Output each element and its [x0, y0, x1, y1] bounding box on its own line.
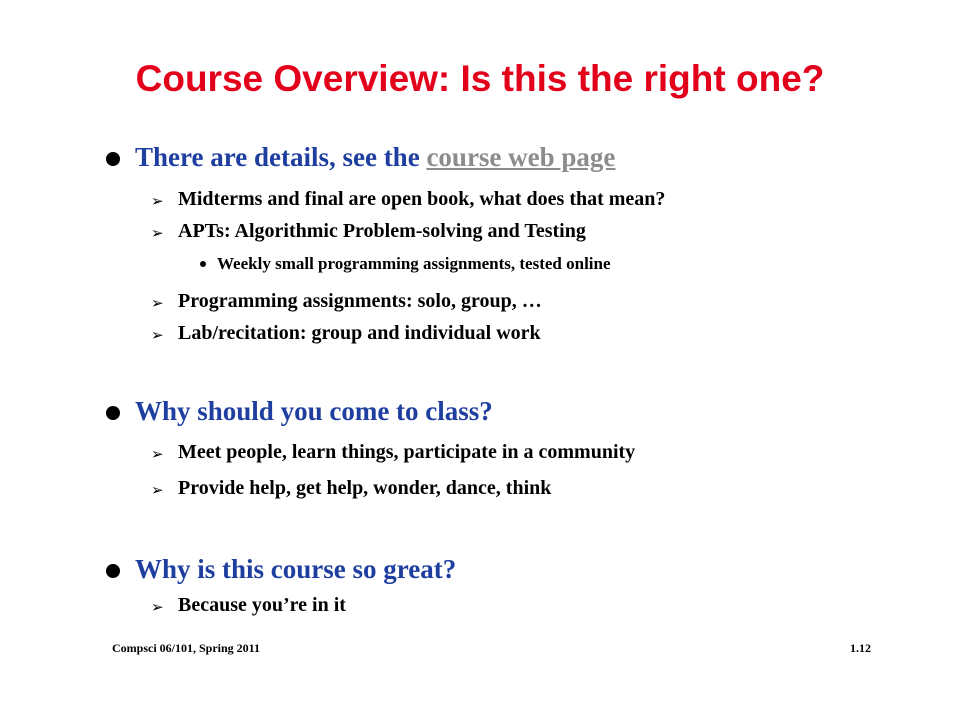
arrow-bullet-icon: ➢ [151, 192, 164, 210]
small-bullet-icon [200, 261, 206, 267]
list-item: Provide help, get help, wonder, dance, think [178, 477, 552, 499]
arrow-bullet-icon: ➢ [151, 224, 164, 242]
round-bullet-icon [106, 406, 120, 420]
section-heading-why-come: Why should you come to class? [135, 396, 493, 426]
section-heading-details [135, 142, 615, 173]
arrow-bullet-icon: ➢ [151, 598, 164, 616]
section-heading-text: There are details, see the [135, 142, 427, 172]
round-bullet-icon [106, 152, 120, 166]
list-item: Meet people, learn things, participate in a community [178, 441, 636, 463]
arrow-bullet-icon: ➢ [151, 445, 164, 463]
course-web-page-link[interactable]: course web page [426, 142, 616, 172]
section-heading-why-great: Why is this course so great? [135, 554, 457, 584]
list-item: Because you’re in it [178, 594, 346, 616]
arrow-bullet-icon: ➢ [151, 294, 164, 312]
list-item: Lab/recitation: group and individual work [178, 322, 541, 344]
arrow-bullet-icon: ➢ [151, 481, 164, 499]
list-item: Midterms and final are open book, what does that mean? [178, 188, 666, 210]
list-item: Weekly small programming assignments, tested online [217, 254, 611, 273]
round-bullet-icon [106, 564, 120, 578]
list-item: Programming assignments: solo, group, … [178, 290, 542, 312]
list-item: APTs: Algorithmic Problem-solving and Testing [178, 220, 586, 242]
footer-slide-number: 1.12 [850, 641, 871, 655]
footer-course: Compsci 06/101, Spring 2011 [112, 641, 261, 655]
slide-title: Course Overview: Is this the right one? [135, 58, 825, 99]
arrow-bullet-icon: ➢ [151, 326, 164, 344]
